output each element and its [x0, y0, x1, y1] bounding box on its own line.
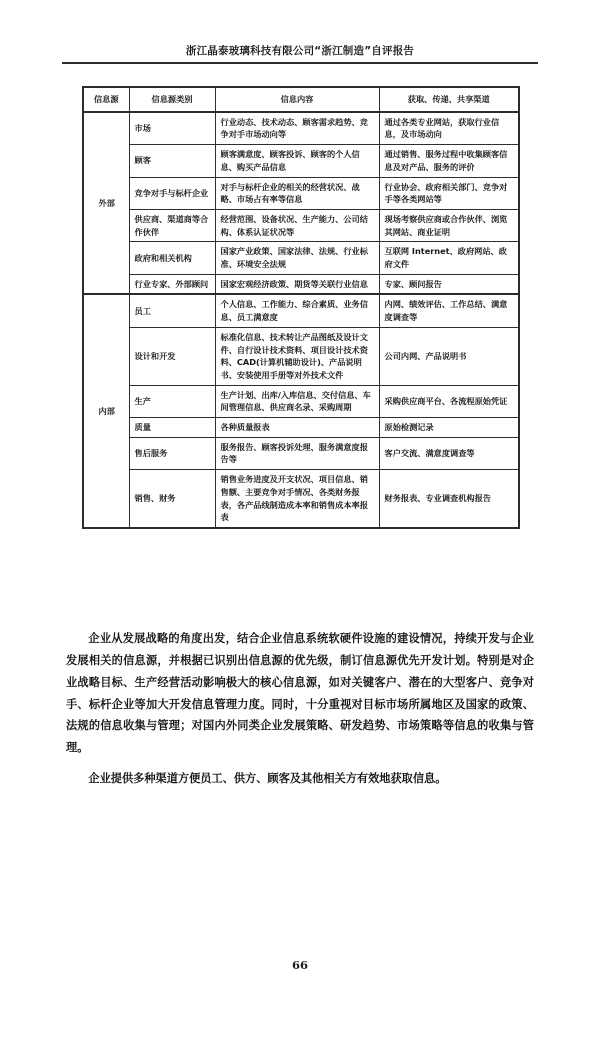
- cell-content: 经营范围、设备状况、生产能力、公司结构、体系认证状况等: [215, 209, 379, 241]
- cell-content: 国家产业政策、国家法律、法规、行业标准、环境安全法规: [215, 242, 379, 274]
- information-source-table: [82, 86, 520, 529]
- cell-category: 售后服务: [129, 437, 215, 469]
- cell-content: 个人信息、工作能力、综合素质、业务信息、员工满意度: [215, 294, 379, 327]
- table-row: [83, 437, 519, 469]
- table-row: [83, 470, 519, 528]
- table-row: [83, 242, 519, 274]
- cell-category: 顾客: [129, 145, 215, 177]
- cell-category: 员工: [129, 294, 215, 327]
- cell-content: 顾客满意度、顾客投诉、顾客的个人信息、购买产品信息: [215, 145, 379, 177]
- page-header: [62, 44, 538, 64]
- table-row: [83, 145, 519, 177]
- cell-channel: 原始检测记录: [379, 418, 519, 438]
- group-label-internal: 内部: [83, 294, 129, 528]
- table-header-row: [83, 87, 519, 112]
- cell-content: 标准化信息、技术转让产品图纸及设计文件、自行设计技术资料、项目设计技术资料、CAD(计算机辅助设计)、产品说明书、安装使用手册等对外技术文件: [215, 327, 379, 385]
- cell-category: 市场: [129, 112, 215, 145]
- cell-content: 国家宏观经济政策、期货等关联行业信息: [215, 274, 379, 294]
- cell-channel: 采购供应商平台、各流程原始凭证: [379, 385, 519, 417]
- cell-content: 各种质量报表: [215, 418, 379, 438]
- cell-category: 供应商、渠道商等合作伙伴: [129, 209, 215, 241]
- group-label-external: 外部: [83, 112, 129, 295]
- cell-channel: 客户交流、满意度调查等: [379, 437, 519, 469]
- cell-content: 服务报告、顾客投诉处理、服务满意度报告等: [215, 437, 379, 469]
- cell-channel: 互联网 Internet、政府网站、政府文件: [379, 242, 519, 274]
- cell-channel: 通过销售、服务过程中收集顾客信息及对产品、服务的评价: [379, 145, 519, 177]
- cell-category: 政府和相关机构: [129, 242, 215, 274]
- cell-channel: 通过各类专业网站，获取行业信息，及市场动向: [379, 112, 519, 145]
- table-header: [83, 87, 519, 112]
- cell-channel: 现场考察供应商或合作伙伴、浏览其网站、商业证明: [379, 209, 519, 241]
- paragraph-1: 企业从发展战略的角度出发，结合企业信息系统软硬件设施的建设情况，持续开发与企业发展相关的信息源，并根据已识别出信息源的优先级，制订信息源优先开发计划。特别是对企业战略目标、生产经营活动影响极大的核心信息源，如对关键客户、潜在的大型客户、竞争对手、标杆企业等加大开发信息管理力度。同时，十分重视对目标市场所属地区及国家的政策、法规的信息收集与管理；对国内外同类企业发展策略、研发趋势、市场策略等信息的收集与管理。: [66, 632, 534, 755]
- information-source-table-container: [82, 86, 518, 529]
- column-header-content: 信息内容: [215, 87, 379, 112]
- table-row: [83, 385, 519, 417]
- table-row: [83, 418, 519, 438]
- paragraph-2: 企业提供多种渠道方便员工、供方、顾客及其他相关方有效地获取信息。: [88, 772, 447, 786]
- cell-category: 销售、财务: [129, 470, 215, 528]
- column-header-channel: 获取、传递、共享渠道: [379, 87, 519, 112]
- body-text: [66, 628, 534, 792]
- cell-category: 质量: [129, 418, 215, 438]
- table-row: [83, 177, 519, 209]
- table-row: [83, 112, 519, 145]
- cell-channel: 财务报表、专业调查机构报告: [379, 470, 519, 528]
- column-header-category: 信息源类别: [129, 87, 215, 112]
- cell-channel: 行业协会、政府相关部门、竞争对手等各类网站等: [379, 177, 519, 209]
- cell-channel: 专家、顾问报告: [379, 274, 519, 294]
- cell-content: 销售业务进度及开支状况、项目信息、销售额、主要竞争对手情况、各类财务报表，各产品线制造成本率和销售成本率报表: [215, 470, 379, 528]
- table-row: [83, 274, 519, 294]
- table-body: [83, 112, 519, 528]
- page-number: 66: [291, 958, 308, 972]
- table-row: [83, 327, 519, 385]
- table-row: [83, 294, 519, 327]
- header-title: 浙江晶泰玻璃科技有限公司“浙江制造”自评报告: [185, 45, 415, 57]
- cell-content: 生产计划、出库/入库信息、交付信息、车间管理信息、供应商名录、采购周期: [215, 385, 379, 417]
- cell-category: 竞争对手与标杆企业: [129, 177, 215, 209]
- header-divider: [62, 62, 538, 64]
- cell-content: 对手与标杆企业的相关的经营状况、战略、市场占有率等信息: [215, 177, 379, 209]
- cell-category: 生产: [129, 385, 215, 417]
- column-header-source: 信息源: [83, 87, 129, 112]
- cell-category: 设计和开发: [129, 327, 215, 385]
- cell-category: 行业专家、外部顾问: [129, 274, 215, 294]
- table-row: [83, 209, 519, 241]
- cell-content: 行业动态、技术动态、顾客需求趋势、竞争对手市场动向等: [215, 112, 379, 145]
- cell-channel: 公司内网、产品说明书: [379, 327, 519, 385]
- cell-channel: 内网、绩效评估、工作总结、满意度调查等: [379, 294, 519, 327]
